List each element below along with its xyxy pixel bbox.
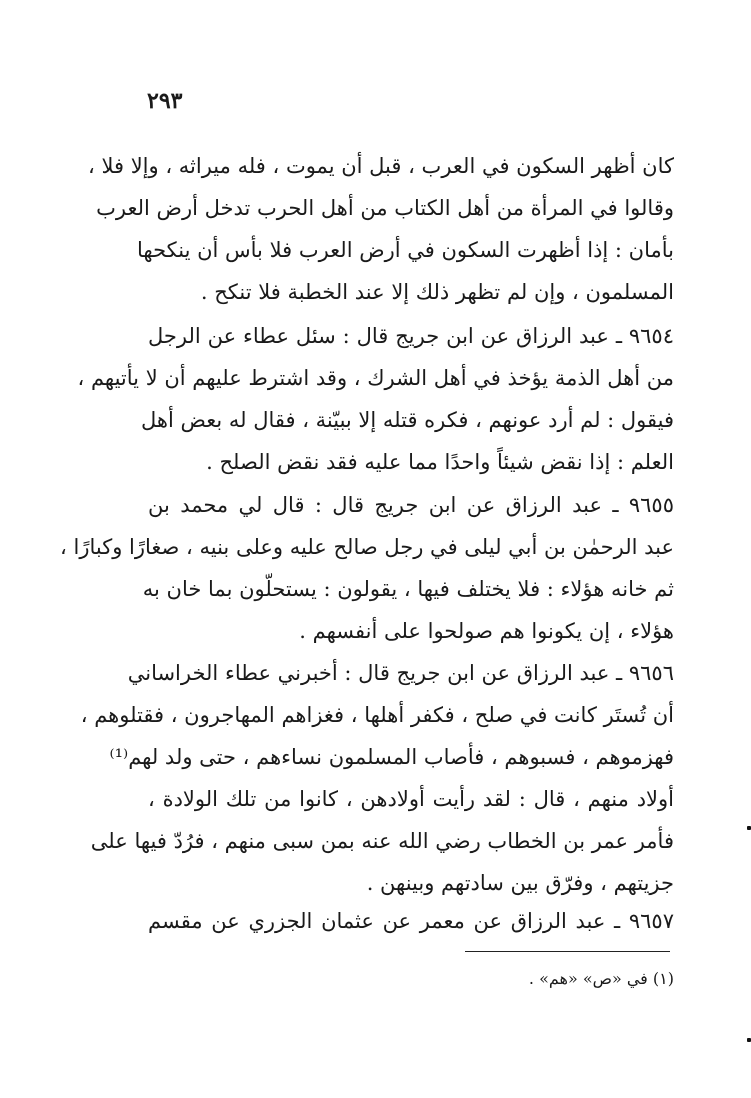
text-line: العلم : إذا نقض شيئاً واحدًا مما عليه فقد نقض الصلح . <box>206 450 674 474</box>
text-line: ٩٦٥٧ ـ عبد الرزاق عن معمر عن عثمان الجزري عن مقسم <box>148 909 674 933</box>
text-line: من أهل الذمة يؤخذ في أهل الشرك ، وقد اشترط عليهم أن لا يأتيهم ، <box>77 366 674 390</box>
text-line: وقالوا في المرأة من أهل الكتاب من أهل الحرب تدخل أرض العرب <box>96 196 674 220</box>
text-line: بأمان : إذا أظهرت السكون في أرض العرب فلا بأس أن ينكحها <box>137 238 674 262</box>
footnote: (١) في «ص» «هم» . <box>528 969 674 988</box>
margin-mark <box>747 1038 751 1042</box>
margin-mark <box>747 826 751 830</box>
text-line: جزيتهم ، وفرّق بين سادتهم وبينهن . <box>366 871 674 895</box>
text-line: ٩٦٥٤ ـ عبد الرزاق عن ابن جريج قال : سئل عطاء عن الرجل <box>148 324 674 348</box>
text-line: فيقول : لم أرد عونهم ، فكره قتله إلا ببيّنة ، فقال له بعض أهل <box>141 408 674 432</box>
text-line: أولاد منهم ، قال : لقد رأيت أولادهن ، كانوا من تلك الولادة ، <box>148 787 674 811</box>
paragraph-hadith-9655 <box>60 484 674 652</box>
text-line: هؤلاء ، إن يكونوا هم صولحوا على أنفسهم . <box>299 619 674 643</box>
text-line: فأمر عمر بن الخطاب رضي الله عنه بمن سبى منهم ، فرُدّ فيها على <box>90 829 674 853</box>
footnote-divider <box>465 951 670 952</box>
paragraph-hadith-9656 <box>80 652 674 904</box>
paragraph-hadith-9654 <box>77 315 674 483</box>
text-line: ٩٦٥٦ ـ عبد الرزاق عن ابن جريج قال : أخبرني عطاء الخراساني <box>127 661 674 685</box>
paragraph-hadith-9657 <box>148 900 674 942</box>
text-line: أن تُستَر كانت في صلح ، فكفر أهلها ، فغزاهم المهاجرون ، فقتلوهم ، <box>80 703 674 727</box>
text-line: ثم خانه هؤلاء : فلا يختلف فيها ، يقولون : يستحلّون بما خان به <box>142 577 674 601</box>
page-number: ٢٩٣ <box>147 88 183 114</box>
paragraph-1 <box>88 145 674 313</box>
text-line: المسلمون ، وإن لم تظهر ذلك إلا عند الخطبة فلا تنكح . <box>200 280 674 304</box>
text-line: ٩٦٥٥ ـ عبد الرزاق عن ابن جريج قال : قال لي محمد بن <box>148 493 674 517</box>
text-line: كان أظهر السكون في العرب ، قبل أن يموت ، فله ميراثه ، وإلا فلا ، <box>88 154 674 178</box>
text-line: عبد الرحمٰن بن أبي ليلى في رجل صالح عليه وعلى بنيه ، صغارًا وكبارًا ، <box>60 535 674 559</box>
text-line: فهزموهم ، فسبوهم ، فأصاب المسلمون نساءهم ، حتى ولد لهم⁽¹⁾ <box>109 745 674 769</box>
